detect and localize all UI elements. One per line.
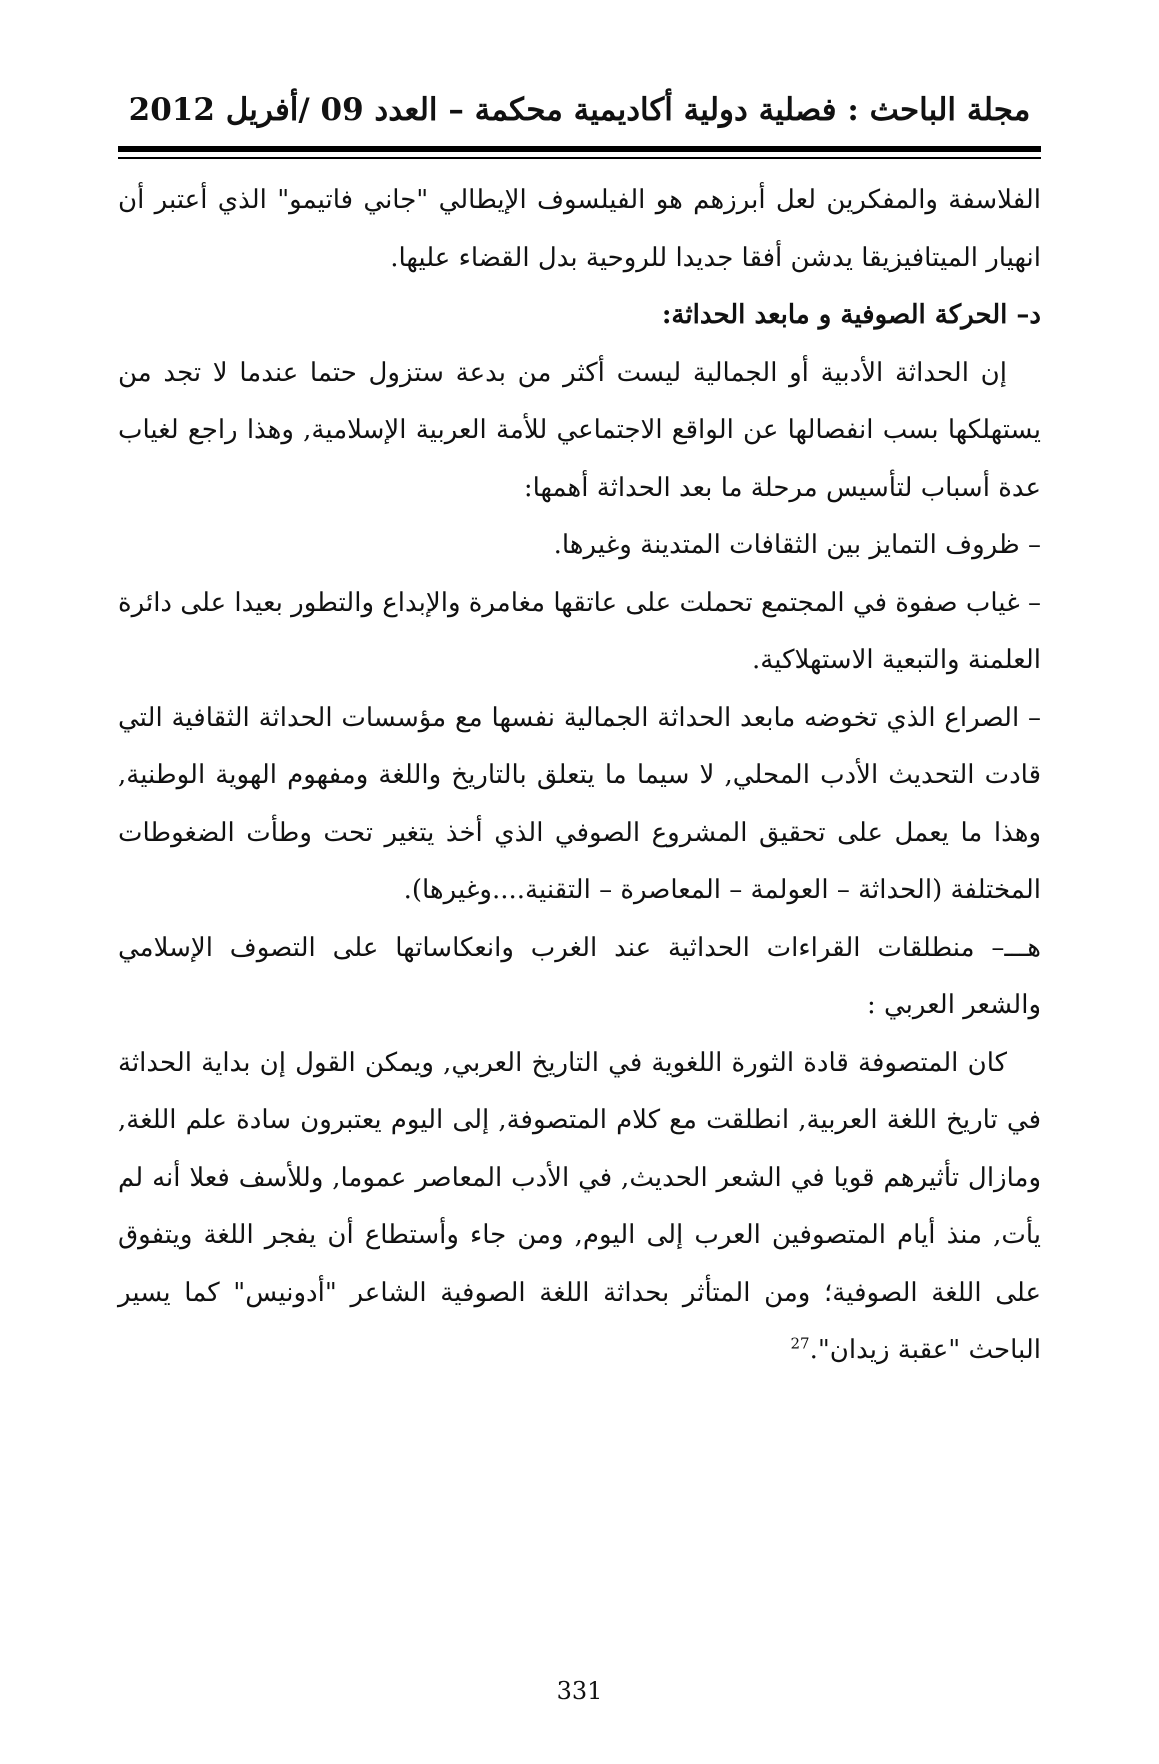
section-heading-d: د– الحركة الصوفية و مابعد الحداثة: [661,300,1041,330]
paragraph-continuation: الفلاسفة والمفكرين لعل أبرزهم هو الفيلسوف الإيطالي "جاني فاتيمو" الذي أعتبر أن انهيار الميتافيزيقا يدشن أفقا جديدا للروحية بدل القضاء عليها. [118,185,1041,273]
paragraph-sufis [118,1035,1041,1380]
bullet-item-1: – ظروف التمايز بين الثقافات المتدينة وغيرها. [553,530,1041,560]
header-rule-thin [118,157,1041,159]
bullet-item-3: – الصراع الذي تخوضه مابعد الحداثة الجمالية نفسها مع مؤسسات الحداثة الثقافية التي قادت التحديث الأدب المحلي, لا سيما ما يتعلق بالتاريخ واللغة ومفهوم الهوية الوطنية, وهذا ما يعمل على تحقيق المشروع الصوفي الذي أخذ يتغير تحت وطأت الضغوطات المختلفة (الحداثة – العولمة – المعاصرة – التقنية....وغيرها). [118,702,1041,905]
footnote-reference: 27 [790,1334,810,1353]
paragraph-sufis-text: كان المتصوفة قادة الثورة اللغوية في التاريخ العربي, ويمكن القول إن بداية الحداثة في تاريخ اللغة العربية, انطلقت مع كلام المتصوفة, إلى اليوم يعتبرون سادة علم اللغة, ومازال تأثيرهم قويا في الشعر الحديث, في الأدب المعاصر عموما, وللأسف فعلا أنه لم يأت, منذ أيام المتصوفين العرب إلى اليوم, ومن جاء وأستطاع أن يفجر اللغة ويتفوق على اللغة الصوفية؛ ومن المتأثر بحداثة اللغة الصوفية الشاعر "أدونيس" كما يسير الباحث "عقبة زيدان". [118,1047,1041,1365]
section-heading-h: هـــ– منطلقات القراءات الحداثية عند الغرب وانعكاساتها على التصوف الإسلامي والشعر العربي : [118,932,1041,1020]
paragraph-modernity: إن الحداثة الأدبية أو الجمالية ليست أكثر من بدعة ستزول حتما عندما لا تجد من يستهلكها بسب انفصالها عن الواقع الاجتماعي للأمة العربية الإسلامية, وهذا راجع لغياب عدة أسباب لتأسيس مرحلة ما بعد الحداثة أهمها: [118,357,1041,503]
bullet-item-2: – غياب صفوة في المجتمع تحملت على عاتقها مغامرة والإبداع والتطور بعيدا على دائرة العلمنة والتبعية الاستهلاكية. [118,587,1041,675]
journal-header: مجلة الباحث : فصلية دولية أكاديمية محكمة – العدد 09 /أفريل 2012 [128,92,1031,128]
article-body [118,172,1041,1380]
page-number: 331 [556,1677,603,1705]
header-rule-thick [118,146,1041,152]
